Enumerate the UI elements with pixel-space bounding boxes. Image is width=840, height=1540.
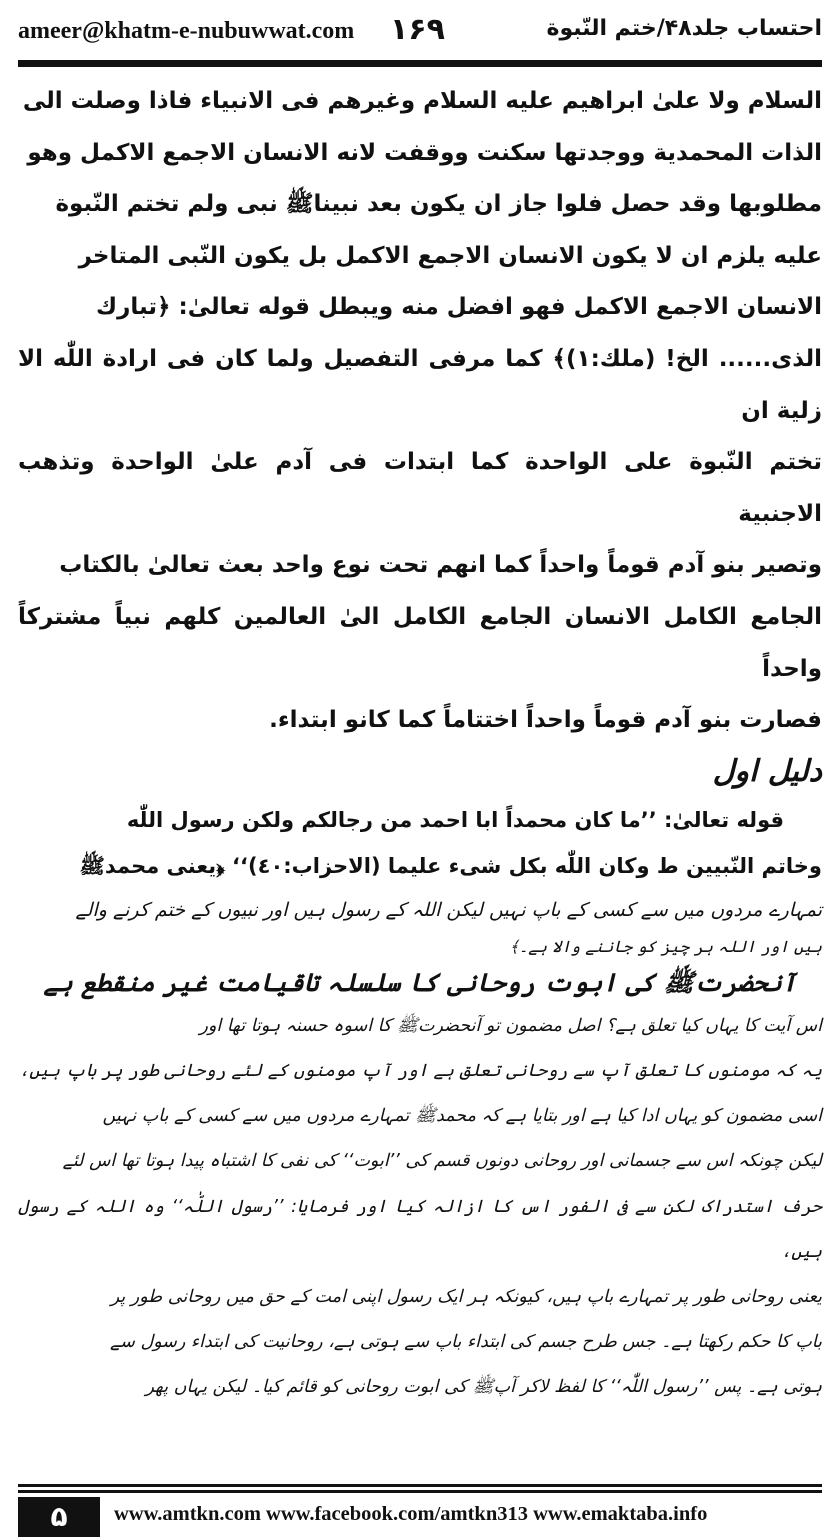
arabic-line: تختم النّبوة على الواحدة كما ابتدات فى آدم علىٰ الواحدة وتذهب الاجنبية: [18, 449, 822, 527]
translation-line: ہیں اور اللہ ہر چیز کو جاننے والا ہے۔﴾: [509, 936, 822, 956]
verse-line: وخاتم النّبيين ط وكان اللّٰه بكل شىء عليما (الاحزاب:٤٠)‘‘ ﴿یعنی محمدﷺ: [79, 853, 822, 878]
urdu-line: اسی مضمون کو یہاں ادا کیا ہے اور بتایا ہے کہ محمدﷺ تمہارے مردوں میں سے کسی کے باپ نہیں: [102, 1106, 822, 1127]
footer-rule: [18, 1484, 822, 1487]
arabic-line: السلام ولا علىٰ ابراهيم عليه السلام وغيرهم فى الانبياء فاذا وصلت الى: [22, 88, 822, 114]
header-email: ameer@khatm-e-nubuwwat.com: [18, 18, 355, 44]
verse-translation: [18, 889, 822, 962]
arabic-paragraph: [18, 76, 822, 747]
running-head: احتساب جلد۴۸/ختم النّبوة: [546, 16, 822, 41]
urdu-line: اس آیت کا یہاں کیا تعلق ہے؟ اصل مضمون تو آنحضرتﷺ کا اسوہ حسنہ ہوتا تھا اور: [199, 1015, 822, 1036]
page-content: [18, 76, 822, 1411]
footer-rule: [18, 1490, 822, 1493]
arabic-line: الجامع الكامل الانسان الجامع الكامل الىٰ العالمين كلهم نبياً مشتركاً واحداً: [18, 603, 822, 682]
arabic-line: الانسان الاجمع الاكمل فهو افضل منه ويبطل قوله تعالىٰ: ﴿تبارك: [96, 294, 822, 321]
urdu-line: لیکن چونکہ اس سے جسمانی اور روحانی دونوں قسم کی ’’ابوت‘‘ کی نفی کا اشتباہ پیدا ہوتا تھا اس لئے: [62, 1151, 822, 1172]
verse-line: قوله تعالىٰ: ’’ما كان محمداً ابا احمد من رجالكم ولكن رسول اللّٰه: [126, 807, 784, 832]
arabic-line: الذات المحمدية ووجدتها سكنت ووقفت لانه الانسان الاجمع الاكمل وهو: [27, 139, 822, 166]
section-heading: دلیل اول: [712, 753, 822, 789]
arabic-line: فصارت بنو آدم قوماً واحداً اختتاماً كما كانو ابتداء.: [269, 707, 822, 734]
quran-verse: [18, 797, 822, 889]
page-footer: [18, 1497, 822, 1537]
arabic-line: مطلوبها وقد حصل فلوا جاز ان يكون بعد نبيناﷺ نبى ولم تختم النّبوة: [55, 191, 822, 218]
footer-links[interactable]: www.amtkn.com www.facebook.com/amtkn313 www.emaktaba.info: [114, 1503, 708, 1525]
arabic-line: عليه يلزم ان لا يكون الانسان الاجمع الاكمل بل يكون النّبى المتاخر: [78, 242, 822, 269]
urdu-paragraph: [18, 1004, 822, 1411]
arabic-line: وتصير بنو آدم قوماً واحداً كما انهم تحت نوع واحد بعث تعالىٰ بالكتاب: [59, 552, 822, 579]
urdu-line: ہوتی ہے۔ پس ’’رسول اللّٰہ‘‘ کا لفظ لاکر آپﷺ کی ابوت روحانی کو قائم کیا۔ لیکن یہاں پھر: [145, 1377, 822, 1398]
subsection-heading: آنحضرتﷺ کی ابوت روحانی کا سلسلہ تاقیامت غیر منقطع ہے: [43, 967, 797, 997]
page-number: ۱۶۹: [390, 12, 445, 47]
arabic-line: الذى...... الخ! (ملك:١)﴾ كما مرفى التفصيل ولما كان فى ارادة اللّٰه الا زلية ان: [18, 345, 822, 424]
header-rule: [18, 60, 822, 67]
page-header: [18, 10, 822, 56]
urdu-line: باپ کا حکم رکھتا ہے۔ جس طرح جسم کی ابتداء باپ سے ہوتی ہے، روحانیت کی ابتداء رسول سے: [110, 1332, 822, 1353]
urdu-line: یہ کہ مومنوں کا تعلق آپ سے روحانی تعلق ہے اور آپ مومنوں کے لئے روحانی طور پر باپ ہیں،: [19, 1060, 822, 1081]
urdu-line: یعنی روحانی طور پر تمہارے باپ ہیں، کیونکہ ہر ایک رسول اپنی امت کے حق میں روحانی طور پر: [110, 1286, 822, 1307]
footer-number-box: ۵: [18, 1497, 100, 1537]
urdu-line: حرف استدراک لکن سے فی الفور اس کا ازالہ کیا اور فرمایا: ’’رسول اللّٰہ‘‘ وہ اللہ کے رسول ہیں،: [18, 1196, 822, 1262]
translation-line: تمہارے مردوں میں سے کسی کے باپ نہیں لیکن اللہ کے رسول ہیں اور نبیوں کے ختم کرنے والے: [75, 898, 822, 921]
